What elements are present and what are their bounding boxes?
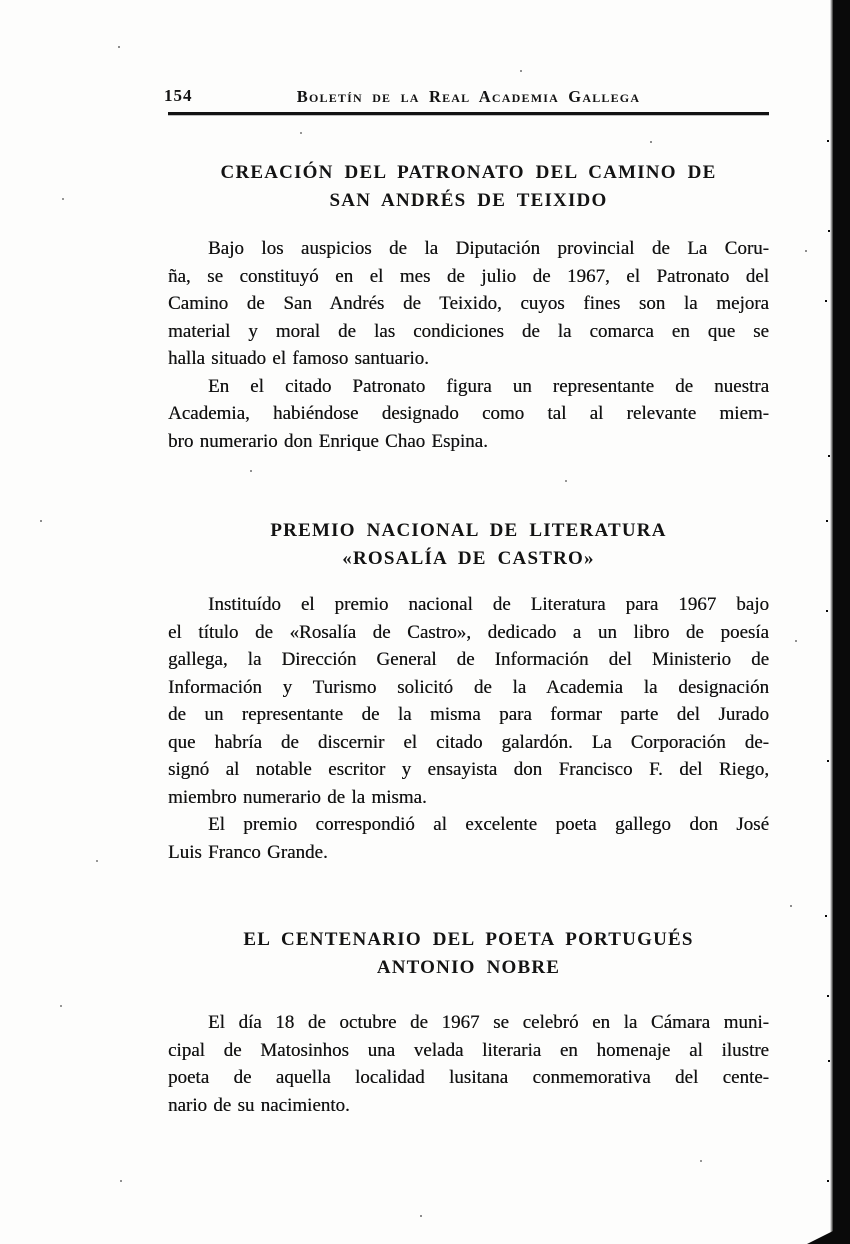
paragraph-line: Academia, habiéndose designado como tal al relevante miem- bbox=[168, 403, 769, 424]
section-heading bbox=[168, 159, 769, 215]
section-patronato bbox=[168, 159, 769, 455]
scan-edge-artifact bbox=[833, 0, 850, 1244]
paragraph-line: que habría de discernir el citado galardón. La Corporación de- bbox=[168, 731, 769, 753]
scan-edge-specks bbox=[827, 0, 829, 2]
paragraph-line: bro numerario don Enrique Chao Espina. bbox=[168, 430, 488, 452]
scan-dust-specks bbox=[0, 0, 2, 2]
paragraph bbox=[168, 811, 769, 866]
page-number: 154 bbox=[164, 86, 193, 105]
paragraph bbox=[168, 1009, 769, 1119]
paragraph-line: el título de «Rosalía de Castro», dedicado a un libro de poesía bbox=[168, 621, 769, 643]
paragraph-line: de un representante de la misma para formar parte del Jurado bbox=[168, 704, 769, 725]
paragraph-line: poeta de aquella localidad lusitana conmemorativa del cente- bbox=[168, 1067, 769, 1088]
paragraph-line: halla situado el famoso santuario. bbox=[168, 348, 429, 369]
text-column bbox=[164, 0, 769, 1119]
running-header bbox=[164, 86, 769, 108]
heading-line: SAN ANDRÉS DE TEIXIDO bbox=[329, 190, 608, 211]
paragraph-line: Información y Turismo solicitó de la Academia la designación bbox=[168, 676, 769, 698]
paragraph-line: material y moral de las condiciones de la comarca en que se bbox=[168, 320, 769, 342]
heading-line: EL CENTENARIO DEL POETA PORTUGUÉS bbox=[243, 929, 694, 950]
section-centenario-nobre bbox=[168, 926, 769, 1119]
paragraph-line: Bajo los auspicios de la Diputación provincial de La Coru- bbox=[208, 238, 769, 259]
paragraph-line: En el citado Patronato figura un representante de nuestra bbox=[208, 375, 769, 397]
paragraph-line: signó al notable escritor y ensayista don Francisco F. del Riego, bbox=[168, 759, 769, 780]
paragraph-line: miembro numerario de la misma. bbox=[168, 786, 427, 808]
section-heading bbox=[168, 926, 769, 982]
paragraph-line: gallega, la Dirección General de Información del Ministerio de bbox=[168, 649, 769, 670]
header-rule bbox=[168, 112, 769, 115]
scan-edge-fuzz bbox=[830, 0, 833, 1244]
paragraph bbox=[168, 235, 769, 373]
paragraph-line: Luis Franco Grande. bbox=[168, 841, 328, 863]
section-premio-nacional bbox=[168, 517, 769, 866]
paragraph bbox=[168, 591, 769, 811]
heading-line: PREMIO NACIONAL DE LITERATURA bbox=[270, 520, 667, 541]
paragraph-line: Instituído el premio nacional de Literatura para 1967 bajo bbox=[208, 594, 769, 615]
paragraph-line: Camino de San Andrés de Teixido, cuyos fines son la mejora bbox=[168, 293, 769, 314]
section-heading bbox=[168, 517, 769, 573]
paragraph-line: nario de su nacimiento. bbox=[168, 1094, 350, 1116]
heading-line: CREACIÓN DEL PATRONATO DEL CAMINO DE bbox=[220, 162, 717, 183]
heading-line: «ROSALÍA DE CASTRO» bbox=[342, 548, 595, 569]
paragraph-line: ña, se constituyó en el mes de julio de 1967, el Patronato del bbox=[168, 265, 769, 287]
paragraph-line: El día 18 de octubre de 1967 se celebró en la Cámara muni- bbox=[208, 1012, 769, 1033]
running-title: Boletín de la Real Academia Gallega bbox=[296, 87, 641, 106]
paragraph bbox=[168, 373, 769, 456]
scan-edge-bottom-wedge bbox=[807, 1231, 833, 1244]
paragraph-line: cipal de Matosinhos una velada literaria en homenaje al ilustre bbox=[168, 1039, 769, 1061]
heading-line: ANTONIO NOBRE bbox=[376, 957, 561, 978]
paragraph-line: El premio correspondió al excelente poeta gallego don José bbox=[208, 814, 769, 835]
